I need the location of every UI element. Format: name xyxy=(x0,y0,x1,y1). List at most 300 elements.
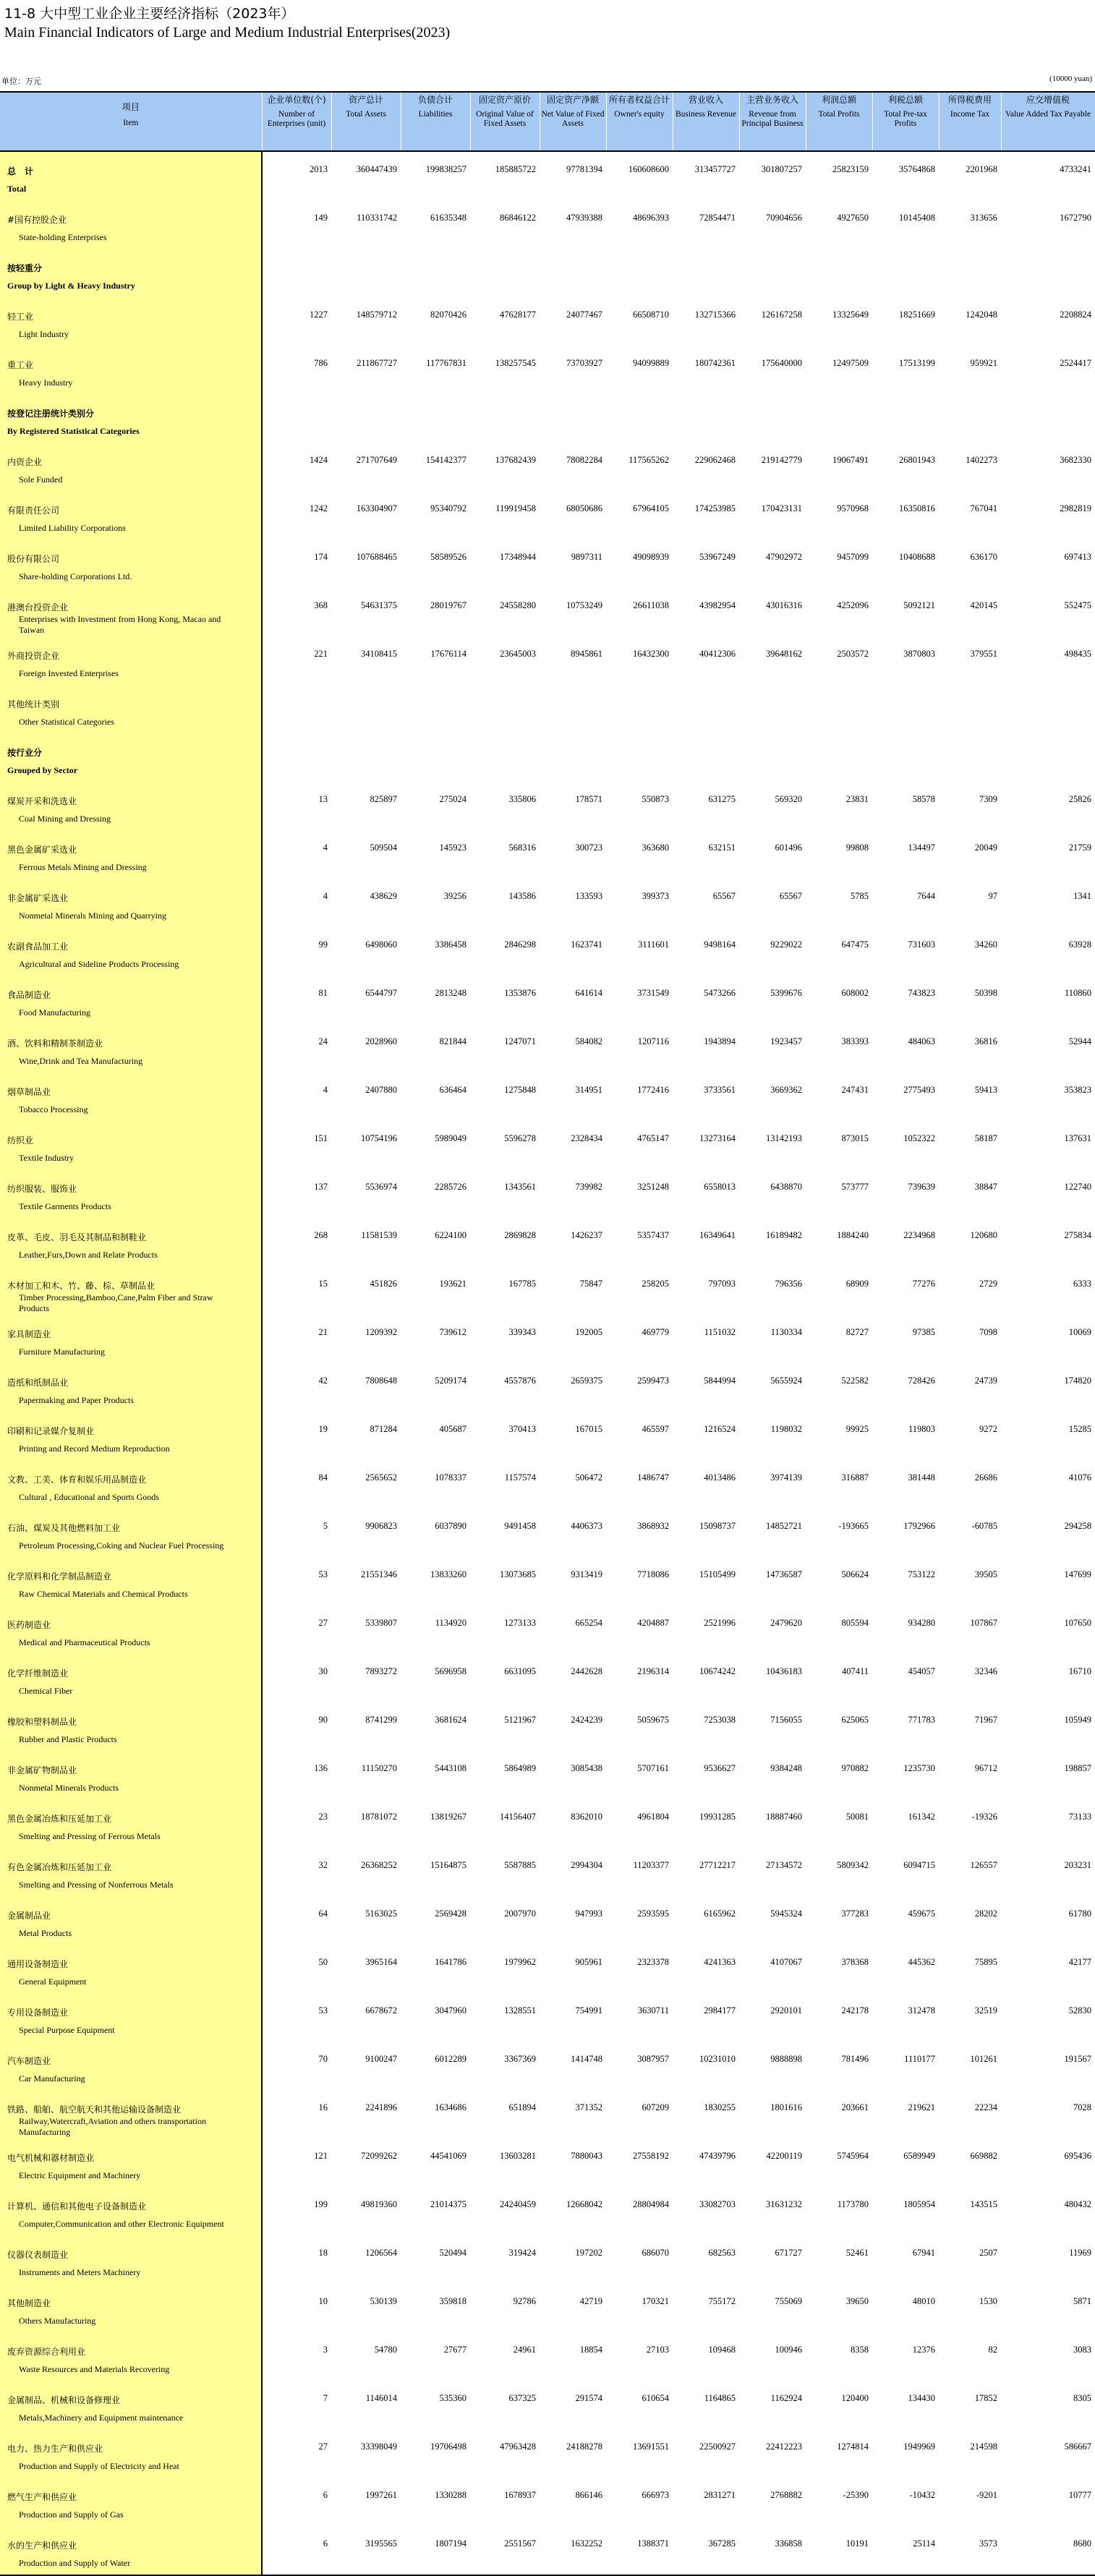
row-label-cn xyxy=(0,1751,262,1776)
empty-cell xyxy=(1001,1292,1095,1315)
empty-cell xyxy=(673,710,739,733)
table-body xyxy=(0,151,1095,2575)
empty-cell xyxy=(262,226,331,249)
empty-cell xyxy=(540,1485,606,1509)
empty-cell xyxy=(470,1146,540,1169)
table-row xyxy=(0,636,1095,662)
empty-cell xyxy=(540,1679,606,1702)
empty-cell xyxy=(1001,565,1095,588)
table-cell: 27677 xyxy=(443,2345,466,2355)
empty-cell xyxy=(331,1631,401,1654)
table-cell: 10674242 xyxy=(699,1666,736,1676)
table-cell: 695436 xyxy=(1064,2151,1091,2161)
empty-cell xyxy=(939,226,1001,249)
table-cell xyxy=(540,394,606,419)
table-cell: 48010 xyxy=(912,2296,935,2306)
table-cell: 110860 xyxy=(1064,988,1091,998)
table-cell: 24188278 xyxy=(566,2441,602,2452)
row-label-en-text: Production and Supply of Electricity and Heat xyxy=(19,2460,179,2471)
table-cell: 198857 xyxy=(1064,1763,1091,1773)
row-label-cn xyxy=(0,636,262,662)
empty-cell xyxy=(470,759,540,782)
table-cell: 32 xyxy=(318,1860,328,1870)
row-label-cn-text: 其他统计类别 xyxy=(7,699,60,709)
table-cell: 8680 xyxy=(1073,2538,1091,2549)
table-cell: 2524417 xyxy=(1060,358,1091,368)
table-cell xyxy=(470,249,540,274)
table-cell: 370413 xyxy=(508,1424,536,1434)
empty-cell xyxy=(606,1001,673,1024)
table-cell: 520494 xyxy=(439,2248,466,2258)
row-label-en-text: Agricultural and Sideline Products Processing xyxy=(19,958,179,969)
table-cell: 199838257 xyxy=(425,164,466,174)
table-cell: 18 xyxy=(318,2248,328,2258)
empty-cell xyxy=(806,516,872,539)
table-cell: 154142377 xyxy=(425,455,466,465)
header-en: Total Assets xyxy=(346,109,386,119)
table-cell: 569320 xyxy=(775,794,802,804)
row-label-en xyxy=(0,516,262,539)
empty-cell xyxy=(673,2406,739,2429)
table-cell: 26686 xyxy=(974,1472,997,1483)
table-row xyxy=(0,1702,1095,1728)
row-label-en-text: Chemical Fiber xyxy=(19,1685,73,1696)
empty-cell xyxy=(331,2067,401,2090)
empty-cell xyxy=(540,2358,606,2381)
header-col-pretax-profits xyxy=(872,92,939,151)
table-cell: 754991 xyxy=(575,2005,602,2016)
empty-cell xyxy=(262,2406,331,2429)
row-label-cn-text: 食品制造业 xyxy=(7,990,51,1000)
table-cell: 10069 xyxy=(1068,1327,1091,1337)
table-cell: 363680 xyxy=(642,843,669,853)
table-cell: 42719 xyxy=(579,2296,602,2306)
empty-cell xyxy=(872,759,939,782)
empty-cell xyxy=(939,2067,1001,2090)
table-cell: 9897311 xyxy=(571,552,602,562)
table-cell: 1146014 xyxy=(365,2393,397,2403)
table-cell: 120400 xyxy=(841,2393,869,2403)
empty-cell xyxy=(470,1728,540,1751)
empty-cell xyxy=(540,1873,606,1896)
row-label-en xyxy=(0,759,262,782)
table-cell: 2328434 xyxy=(571,1133,602,1143)
row-label-en-text: Others Manufacturing xyxy=(19,2315,96,2326)
table-cell: 86846122 xyxy=(500,213,536,223)
empty-cell xyxy=(262,2551,331,2575)
table-cell: 407411 xyxy=(841,1666,869,1676)
table-cell xyxy=(939,249,1001,274)
empty-cell xyxy=(872,371,939,394)
row-label-cn-text: 橡胶和塑料制品业 xyxy=(7,1717,77,1727)
table-cell: 294258 xyxy=(1064,1521,1091,1531)
row-label-cn-text: 港澳台投资企业 xyxy=(7,602,69,613)
empty-cell xyxy=(262,2067,331,2090)
table-cell: 728426 xyxy=(908,1376,935,1386)
empty-cell xyxy=(1001,1776,1095,1799)
empty-cell xyxy=(806,807,872,830)
table-cell: 25114 xyxy=(913,2538,935,2549)
empty-cell xyxy=(540,2018,606,2042)
table-cell: 1678937 xyxy=(504,2490,536,2500)
empty-cell xyxy=(1001,2018,1095,2042)
table-row-en xyxy=(0,710,1095,733)
row-label-cn-text: 铁路、船舶、航空航天和其他运输设备制造业 xyxy=(7,2104,182,2115)
table-cell: 14852721 xyxy=(766,1521,802,1531)
table-cell: 3367369 xyxy=(504,2054,536,2064)
empty-cell xyxy=(806,2261,872,2284)
table-row xyxy=(0,1654,1095,1679)
table-row-en xyxy=(0,1389,1095,1412)
table-cell: 24 xyxy=(318,1036,328,1046)
empty-cell xyxy=(1001,2406,1095,2429)
empty-cell xyxy=(606,2551,673,2575)
empty-cell xyxy=(673,1582,739,1605)
table-cell: 27 xyxy=(318,2441,328,2452)
empty-cell xyxy=(739,2358,806,2381)
table-cell: 781496 xyxy=(841,2054,869,2064)
empty-cell xyxy=(331,856,401,879)
table-cell: 866146 xyxy=(575,2490,602,2500)
table-cell: 77276 xyxy=(912,1279,935,1289)
empty-cell xyxy=(1001,419,1095,443)
table-cell: 7880043 xyxy=(571,2151,602,2161)
empty-cell xyxy=(606,1292,673,1315)
table-row xyxy=(0,1169,1095,1195)
empty-cell xyxy=(606,1534,673,1557)
table-cell: 26368252 xyxy=(361,1860,397,1870)
table-cell: -60785 xyxy=(971,1521,997,1531)
row-label-en-text: Sole Funded xyxy=(19,474,63,485)
table-cell: 399373 xyxy=(642,891,669,901)
empty-cell xyxy=(331,1340,401,1363)
row-label-cn xyxy=(0,249,262,274)
table-cell xyxy=(401,394,470,419)
empty-cell xyxy=(673,1970,739,1993)
empty-cell xyxy=(872,2018,939,2042)
table-cell: 42177 xyxy=(1068,1957,1091,1967)
table-row xyxy=(0,2138,1095,2164)
table-cell: 1235730 xyxy=(903,1763,935,1773)
row-label-en xyxy=(0,1001,262,1024)
table-cell: 81 xyxy=(318,988,328,998)
empty-cell xyxy=(673,1728,739,1751)
empty-cell xyxy=(401,177,470,200)
empty-cell xyxy=(470,516,540,539)
table-cell: 480432 xyxy=(1064,2199,1091,2209)
empty-cell xyxy=(806,1437,872,1460)
row-label-en xyxy=(0,1582,262,1605)
table-cell: 6438870 xyxy=(770,1182,802,1192)
table-cell: 247431 xyxy=(841,1085,869,1095)
table-cell: 97 xyxy=(988,891,997,901)
row-label-cn xyxy=(0,297,262,323)
table-cell: 2208824 xyxy=(1060,310,1091,320)
empty-cell xyxy=(673,856,739,879)
row-label-cn xyxy=(0,1896,262,1922)
table-cell: 13 xyxy=(318,794,328,804)
table-cell: 339343 xyxy=(508,1327,536,1337)
empty-cell xyxy=(939,323,1001,346)
table-cell: 3386458 xyxy=(435,939,466,950)
empty-cell xyxy=(1001,1098,1095,1121)
table-row-en xyxy=(0,371,1095,394)
table-row-en xyxy=(0,613,1095,636)
empty-cell xyxy=(939,565,1001,588)
row-label-cn xyxy=(0,685,262,710)
table-cell: 586667 xyxy=(1064,2441,1091,2452)
empty-cell xyxy=(470,2261,540,2284)
header-en: Owner's equity xyxy=(614,109,665,119)
empty-cell xyxy=(540,807,606,830)
empty-cell xyxy=(1001,613,1095,636)
table-cell: 1830255 xyxy=(704,2102,736,2112)
table-cell: 107867 xyxy=(970,1618,997,1628)
table-cell: 5473266 xyxy=(704,988,736,998)
table-cell: 52944 xyxy=(1068,1036,1091,1046)
row-label-cn-text: 石油、煤炭及其他燃料加工业 xyxy=(7,1523,121,1533)
table-cell xyxy=(1001,394,1095,419)
table-cell: 73133 xyxy=(1068,1812,1091,1822)
table-row-en xyxy=(0,565,1095,588)
empty-cell xyxy=(872,1049,939,1072)
empty-cell xyxy=(739,710,806,733)
row-label-en-text: Coal Mining and Dressing xyxy=(19,813,111,824)
table-row-en xyxy=(0,904,1095,927)
empty-cell xyxy=(739,2115,806,2138)
table-cell: 1157574 xyxy=(504,1472,536,1483)
row-label-en-text: Total xyxy=(7,183,27,194)
empty-cell xyxy=(739,1146,806,1169)
empty-cell xyxy=(939,1195,1001,1218)
table-cell: 506624 xyxy=(841,1569,869,1579)
empty-cell xyxy=(540,1389,606,1412)
empty-cell xyxy=(606,2018,673,2042)
table-cell: 49819360 xyxy=(361,2199,397,2209)
empty-cell xyxy=(872,1873,939,1896)
row-label-cn xyxy=(0,1121,262,1146)
row-label-en xyxy=(0,613,262,636)
empty-cell xyxy=(470,177,540,200)
table-row-en xyxy=(0,2551,1095,2575)
row-label-cn-text: 金属制品、机械和设备修理业 xyxy=(7,2395,121,2405)
table-cell: 2551567 xyxy=(504,2538,536,2549)
table-cell: 25823159 xyxy=(832,164,869,174)
table-row xyxy=(0,1605,1095,1631)
table-row xyxy=(0,2187,1095,2212)
table-cell: 203661 xyxy=(841,2102,869,2112)
table-cell xyxy=(673,685,739,710)
empty-cell xyxy=(673,2551,739,2575)
table-cell: 52461 xyxy=(845,2248,869,2258)
table-cell: 59413 xyxy=(974,1085,997,1095)
table-cell: 4406373 xyxy=(571,1521,602,1531)
table-cell: 6544797 xyxy=(365,988,397,998)
empty-cell xyxy=(262,468,331,491)
empty-cell xyxy=(401,2115,470,2138)
empty-cell xyxy=(939,1728,1001,1751)
table-cell: 31631232 xyxy=(766,2199,802,2209)
empty-cell xyxy=(331,2018,401,2042)
empty-cell xyxy=(262,2212,331,2235)
table-cell: 75895 xyxy=(974,1957,997,1967)
table-cell: 1949969 xyxy=(903,2441,935,2452)
empty-cell xyxy=(470,468,540,491)
empty-cell xyxy=(331,1534,401,1557)
empty-cell xyxy=(673,2358,739,2381)
table-cell: 13833260 xyxy=(430,1569,466,1579)
table-cell: 3111601 xyxy=(638,939,669,950)
table-cell: 2593595 xyxy=(637,1908,669,1919)
table-cell: 16350816 xyxy=(899,503,935,513)
table-cell: 9100247 xyxy=(365,2054,397,2064)
empty-cell xyxy=(739,1825,806,1848)
empty-cell xyxy=(606,274,673,297)
header-en: Net Value of Fixed Assets xyxy=(541,109,605,129)
empty-cell xyxy=(470,419,540,443)
empty-cell xyxy=(540,323,606,346)
empty-cell xyxy=(1001,2115,1095,2138)
table-row-en xyxy=(0,1825,1095,1848)
table-cell: 5443108 xyxy=(435,1763,466,1773)
row-label-en xyxy=(0,323,262,346)
table-row-en xyxy=(0,662,1095,685)
table-cell: 20049 xyxy=(974,843,997,853)
empty-cell xyxy=(739,807,806,830)
table-cell: 6558013 xyxy=(704,1182,736,1192)
table-cell: 84 xyxy=(318,1472,328,1483)
table-cell: 163304907 xyxy=(356,503,397,513)
empty-cell xyxy=(673,371,739,394)
row-label-en-text: Smelting and Pressing of Nonferrous Metals xyxy=(19,1879,174,1890)
row-label-en-text: Smelting and Pressing of Ferrous Metals xyxy=(19,1830,161,1841)
table-cell: 107688465 xyxy=(356,552,397,562)
table-cell: 1979962 xyxy=(504,1957,536,1967)
table-cell: 41076 xyxy=(1068,1472,1091,1483)
empty-cell xyxy=(331,1001,401,1024)
empty-cell xyxy=(470,565,540,588)
table-row-en xyxy=(0,1970,1095,1993)
table-row xyxy=(0,733,1095,759)
empty-cell xyxy=(606,759,673,782)
table-cell: 6498060 xyxy=(365,939,397,950)
table-cell: 2599473 xyxy=(637,1376,669,1386)
table-cell: 312478 xyxy=(908,2005,935,2016)
table-cell: 970882 xyxy=(841,1763,869,1773)
row-label-en-text: Production and Supply of Water xyxy=(19,2557,131,2568)
table-cell: 54631375 xyxy=(361,600,397,610)
table-cell: 378368 xyxy=(841,1957,869,1967)
row-label-en-text: Tobacco Processing xyxy=(19,1104,88,1114)
empty-cell xyxy=(673,1679,739,1702)
table-cell: 134497 xyxy=(908,843,935,853)
table-cell: 1923457 xyxy=(770,1036,802,1046)
empty-cell xyxy=(1001,1728,1095,1751)
empty-cell xyxy=(262,1098,331,1121)
table-cell: 671727 xyxy=(775,2248,802,2258)
table-cell: 5696958 xyxy=(435,1666,466,1676)
empty-cell xyxy=(673,1776,739,1799)
empty-cell xyxy=(262,807,331,830)
empty-cell xyxy=(262,516,331,539)
empty-cell xyxy=(806,662,872,685)
header-en: Total Pre-tax Profits xyxy=(884,109,927,129)
table-cell: 3083 xyxy=(1073,2345,1091,2355)
table-cell: 755069 xyxy=(775,2296,802,2306)
empty-cell xyxy=(673,516,739,539)
header-en: Total Profits xyxy=(818,109,860,119)
table-cell: 381448 xyxy=(908,1472,935,1483)
row-label-en-text: Metals,Machinery and Equipment maintenance xyxy=(19,2412,184,2423)
table-cell: 2013 xyxy=(310,164,328,174)
row-label-cn-text: 汽车制造业 xyxy=(7,2056,51,2066)
table-cell: 371352 xyxy=(575,2102,602,2112)
empty-cell xyxy=(673,2503,739,2526)
table-cell: 3047960 xyxy=(435,2005,466,2016)
empty-cell xyxy=(540,952,606,976)
empty-cell xyxy=(739,371,806,394)
table-cell: 379551 xyxy=(970,649,997,659)
empty-cell xyxy=(806,1001,872,1024)
table-cell: 905961 xyxy=(575,1957,602,1967)
header-col-liabilities xyxy=(401,92,470,151)
empty-cell xyxy=(872,856,939,879)
empty-cell xyxy=(331,1098,401,1121)
table-cell: 1242048 xyxy=(966,310,997,320)
table-cell: 4 xyxy=(323,891,328,901)
empty-cell xyxy=(470,1873,540,1896)
table-cell: 383393 xyxy=(841,1036,869,1046)
table-cell: 16432300 xyxy=(633,649,669,659)
empty-cell xyxy=(262,662,331,685)
empty-cell xyxy=(470,1437,540,1460)
table-cell xyxy=(872,249,939,274)
empty-cell xyxy=(540,1195,606,1218)
table-cell: 7253038 xyxy=(704,1715,736,1725)
table-cell: 44541069 xyxy=(430,2151,466,2161)
table-cell xyxy=(872,394,939,419)
empty-cell xyxy=(872,2115,939,2138)
table-cell: 4 xyxy=(323,843,328,853)
row-label-en xyxy=(0,1292,262,1315)
empty-cell xyxy=(331,1195,401,1218)
row-label-cn-text: 电力、热力生产和供应业 xyxy=(7,2444,103,2454)
table-cell: 27134572 xyxy=(766,1860,802,1870)
row-label-en xyxy=(0,1922,262,1945)
table-cell: 651894 xyxy=(508,2102,536,2112)
table-row-en xyxy=(0,1146,1095,1169)
table-row-en xyxy=(0,2261,1095,2284)
header-cn: 应交增值税 xyxy=(1026,95,1070,105)
row-label-en xyxy=(0,1631,262,1654)
empty-cell xyxy=(1001,274,1095,297)
table-cell: 5945324 xyxy=(770,1908,802,1919)
row-label-cn xyxy=(0,733,262,759)
empty-cell xyxy=(331,2503,401,2526)
empty-cell xyxy=(739,516,806,539)
table-cell: -25390 xyxy=(843,2490,869,2500)
empty-cell xyxy=(540,1825,606,1848)
empty-cell xyxy=(401,1098,470,1121)
empty-cell xyxy=(739,2503,806,2526)
table-cell xyxy=(331,733,401,759)
table-cell: 4252096 xyxy=(837,600,869,610)
table-cell: 13603281 xyxy=(500,2151,536,2161)
empty-cell xyxy=(1001,1485,1095,1509)
empty-cell xyxy=(1001,1195,1095,1218)
table-cell xyxy=(331,685,401,710)
empty-cell xyxy=(401,613,470,636)
